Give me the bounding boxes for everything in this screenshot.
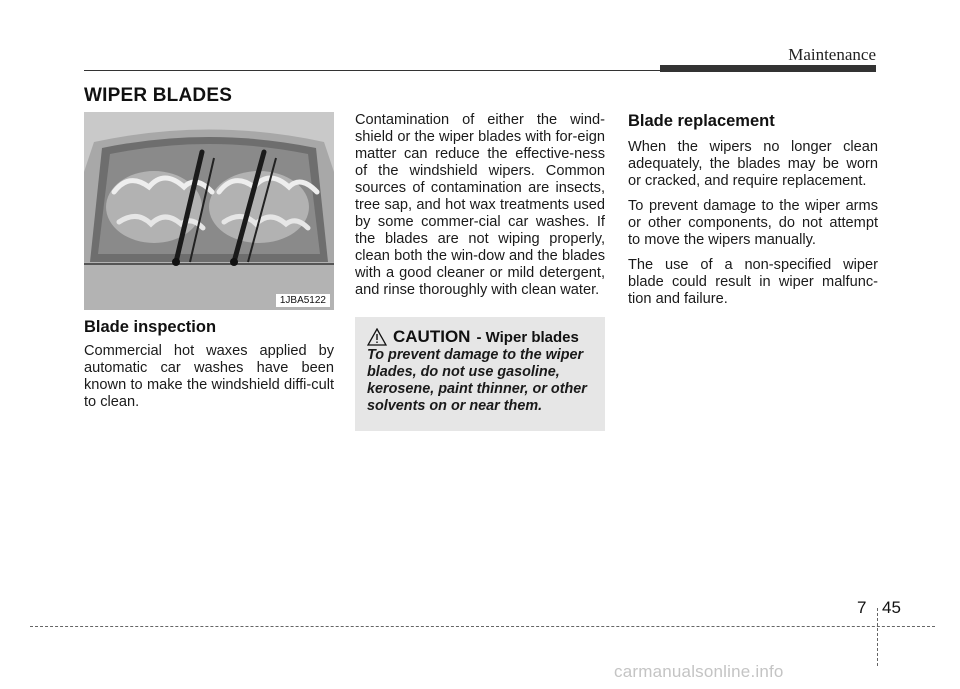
column-left	[84, 112, 334, 411]
chapter-number: 7	[857, 598, 867, 617]
blade-replacement-heading: Blade replacement	[628, 112, 775, 130]
header-rule-thin	[84, 70, 664, 71]
page-title: WIPER BLADES	[84, 85, 233, 106]
figure-code: 1JBA5122	[276, 294, 330, 307]
footer-rule	[30, 626, 935, 627]
blade-replacement-paragraph: The use of a non-specified wiper blade could result in wiper malfunc-tion and failure.	[628, 257, 878, 307]
windshield-wiper-image	[84, 112, 334, 310]
blade-inspection-text: Commercial hot waxes applied by automatic car washes have been known to make the windshield diffi-cult to clean.	[84, 343, 334, 410]
section-header: Maintenance	[788, 45, 876, 64]
caution-subtitle: - Wiper blades	[476, 328, 579, 346]
blade-inspection-heading: Blade inspection	[84, 318, 217, 336]
footer-divider	[877, 608, 878, 666]
caution-text: To prevent damage to the wiper blades, do not use gasoline, kerosene, paint thinner, or other solvents on or near them.	[367, 347, 587, 414]
caution-header	[367, 327, 595, 347]
watermark-link[interactable]: carmanualsonline.info	[614, 662, 784, 681]
column-right	[628, 112, 878, 308]
warning-triangle-icon	[367, 328, 387, 346]
contamination-text: Contamination of either the wind-shield or the wiper blades with for-eign matter can reduce the effective-ness of the windshield wipers. Common sources of contamination are insects, tree sap, and hot wax treatments used by some commer-cial car washes. If the blades are not wiping properly, clean both the win-dow and the blades with a good cleaner or mild detergent, and rinse thoroughly with clean water.	[355, 112, 605, 298]
caution-box	[355, 317, 605, 431]
blade-replacement-paragraph: To prevent damage to the wiper arms or other components, do not attempt to move the wipers manually.	[628, 198, 878, 248]
windshield-illustration	[84, 112, 334, 310]
blade-replacement-paragraph: When the wipers no longer clean adequately, the blades may be worn or cracked, and require replacement.	[628, 139, 878, 189]
header-rule-thick	[660, 65, 876, 72]
caution-label: CAUTION	[393, 327, 471, 346]
column-middle	[355, 112, 605, 431]
page-number: 45	[882, 598, 901, 617]
